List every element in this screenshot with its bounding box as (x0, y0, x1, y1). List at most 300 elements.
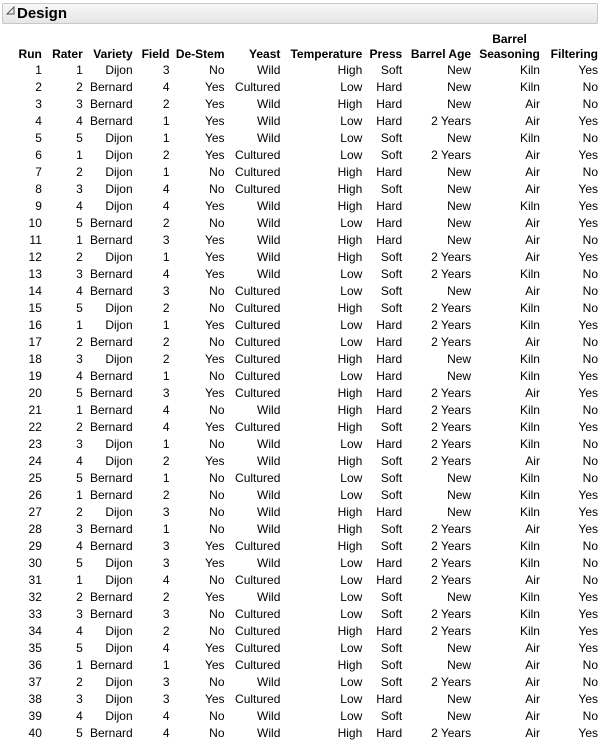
table-cell: Cultured (235, 420, 281, 434)
table-cell: Air (525, 216, 540, 230)
table-cell: Yes (204, 386, 225, 400)
table-cell: Dijon (105, 318, 133, 332)
table-row[interactable] (11, 317, 601, 334)
table-cell: Yes (204, 658, 225, 672)
table-cell: Air (525, 726, 540, 740)
table-cell: 2 (76, 675, 83, 689)
table-cell: 2 (76, 335, 83, 349)
table-cell: No (582, 80, 598, 94)
table-cell: 4 (76, 114, 83, 128)
table-cell: Air (525, 709, 540, 723)
table-cell: Low (340, 318, 363, 332)
table-cell: Wild (257, 726, 281, 740)
table-cell: Wild (257, 488, 281, 502)
table-cell: Bernard (89, 488, 133, 502)
table-cell: No (582, 284, 598, 298)
table-cell: Cultured (235, 335, 281, 349)
table-row[interactable] (11, 504, 601, 521)
table-cell: No (209, 369, 225, 383)
table-cell: No (209, 471, 225, 485)
table-cell: 4 (76, 539, 83, 553)
table-cell: Dijon (105, 250, 133, 264)
table-cell: Yes (578, 726, 598, 740)
table-row[interactable] (11, 487, 601, 504)
table-row[interactable] (11, 300, 601, 317)
table-cell: No (209, 301, 225, 315)
table-cell: 4 (76, 454, 83, 468)
table-cell: Kiln (519, 369, 540, 383)
table-cell: 2 (162, 97, 170, 111)
table-cell: New (447, 352, 472, 366)
table-cell: 2 (162, 454, 170, 468)
table-cell: 36 (28, 658, 42, 672)
table-row[interactable] (11, 623, 601, 640)
table-cell: 4 (162, 709, 170, 723)
table-row[interactable] (11, 113, 601, 130)
table-cell: Low (340, 641, 363, 655)
table-cell: 9 (35, 199, 42, 213)
table-cell: 4 (162, 80, 170, 94)
table-cell: Dijon (105, 641, 133, 655)
table-cell: New (447, 216, 472, 230)
table-cell: Dijon (105, 352, 133, 366)
table-cell: Yes (204, 250, 225, 264)
table-cell: Yes (578, 488, 598, 502)
table-cell: 1 (76, 233, 83, 247)
table-cell: 2 (162, 301, 170, 315)
table-cell: Bernard (89, 386, 133, 400)
table-cell: Low (340, 607, 363, 621)
table-cell: 2 Years (431, 726, 472, 740)
table-cell: 4 (76, 369, 83, 383)
table-cell: No (582, 573, 598, 587)
table-cell: Wild (257, 590, 281, 604)
table-cell: 1 (162, 522, 170, 536)
table-cell: Yes (204, 148, 225, 162)
table-cell: Bernard (89, 284, 133, 298)
table-cell: Soft (380, 488, 403, 502)
table-cell: Air (525, 692, 540, 706)
table-row[interactable] (11, 181, 601, 198)
table-cell: Cultured (235, 386, 281, 400)
table-cell: 3 (76, 97, 83, 111)
table-cell: New (447, 709, 472, 723)
table-cell: Yes (204, 318, 225, 332)
table-cell: No (582, 437, 598, 451)
table-cell: 1 (76, 403, 83, 417)
table-row[interactable] (11, 385, 601, 402)
table-cell: Kiln (519, 607, 540, 621)
table-row[interactable] (11, 334, 601, 351)
table-cell: Air (525, 97, 540, 111)
table-cell: Low (340, 675, 363, 689)
table-cell: Soft (380, 675, 403, 689)
table-row[interactable] (11, 79, 601, 96)
table-cell: Wild (257, 675, 281, 689)
table-cell: Dijon (105, 454, 133, 468)
table-cell: 2 (162, 148, 170, 162)
table-row[interactable] (11, 62, 601, 79)
table-row[interactable] (11, 725, 601, 742)
table-cell: New (447, 80, 472, 94)
table-cell: No (209, 522, 225, 536)
table-row[interactable] (11, 249, 601, 266)
table-cell: 4 (76, 624, 83, 638)
table-cell: 18 (28, 352, 42, 366)
table-cell: Yes (578, 318, 598, 332)
table-cell: New (447, 590, 472, 604)
table-row[interactable] (11, 436, 601, 453)
table-row[interactable] (11, 538, 601, 555)
table-row[interactable] (11, 266, 601, 283)
table-cell: Air (525, 182, 540, 196)
table-cell: No (582, 335, 598, 349)
table-cell: New (447, 97, 472, 111)
table-cell: Kiln (519, 624, 540, 638)
table-row[interactable] (11, 147, 601, 164)
table-cell: Wild (257, 97, 281, 111)
table-cell: Dijon (105, 437, 133, 451)
table-cell: 2 (162, 488, 170, 502)
table-cell: 27 (28, 505, 42, 519)
table-cell: Hard (376, 386, 403, 400)
table-cell: 4 (162, 199, 170, 213)
table-cell: Soft (380, 607, 403, 621)
table-row[interactable] (11, 351, 601, 368)
table-cell: No (209, 403, 225, 417)
table-cell: Hard (376, 505, 403, 519)
column-header[interactable]: Barrel Age (410, 47, 472, 61)
table-cell: Air (525, 522, 540, 536)
table-cell: Dijon (105, 573, 133, 587)
table-row[interactable] (11, 232, 601, 249)
table-row[interactable] (11, 674, 601, 691)
table-cell: New (447, 63, 472, 77)
table-cell: Bernard (89, 216, 133, 230)
table-cell: 5 (76, 386, 83, 400)
table-cell: High (337, 165, 363, 179)
table-cell: 6 (35, 148, 42, 162)
table-row[interactable] (11, 96, 601, 113)
table-cell: Low (340, 148, 363, 162)
table-cell: Yes (204, 590, 225, 604)
table-cell: 4 (76, 284, 83, 298)
table-cell: Air (525, 250, 540, 264)
table-cell: Soft (380, 522, 403, 536)
table-cell: 21 (28, 403, 42, 417)
table-cell: Kiln (519, 267, 540, 281)
table-cell: Wild (257, 267, 281, 281)
table-row[interactable] (11, 708, 601, 725)
table-cell: 2 Years (431, 522, 472, 536)
table-row[interactable] (11, 640, 601, 657)
table-cell: 4 (162, 403, 170, 417)
table-cell: Kiln (519, 199, 540, 213)
table-cell: Hard (376, 624, 403, 638)
table-row[interactable] (11, 572, 601, 589)
table-cell: Yes (204, 267, 225, 281)
table-cell: Bernard (89, 658, 133, 672)
table-cell: Air (525, 165, 540, 179)
table-cell: 2 (35, 80, 42, 94)
table-cell: Cultured (235, 573, 281, 587)
table-cell: No (209, 182, 225, 196)
table-cell: 1 (35, 63, 42, 77)
table-cell: 30 (28, 556, 42, 570)
table-cell: Yes (204, 692, 225, 706)
table-row[interactable] (11, 555, 601, 572)
table-cell: High (337, 233, 363, 247)
table-cell: Low (340, 692, 363, 706)
column-header[interactable]: Filtering (550, 47, 598, 61)
table-cell: 3 (162, 233, 170, 247)
table-row[interactable] (11, 657, 601, 674)
table-cell: 5 (76, 726, 83, 740)
table-cell: High (337, 454, 363, 468)
table-cell: Hard (376, 114, 403, 128)
column-header[interactable]: Barrel Seasoning (479, 32, 540, 61)
table-cell: 35 (28, 641, 42, 655)
table-cell: Low (340, 284, 363, 298)
table-cell: Cultured (235, 692, 281, 706)
table-cell: Yes (204, 97, 225, 111)
column-header[interactable]: Variety (93, 47, 133, 61)
table-cell: Low (340, 369, 363, 383)
table-cell: High (337, 63, 363, 77)
table-cell: Yes (204, 454, 225, 468)
table-cell: New (447, 488, 472, 502)
table-cell: 2 Years (431, 675, 472, 689)
table-cell: Kiln (519, 352, 540, 366)
table-row[interactable] (11, 283, 601, 300)
table-cell: 2 Years (431, 573, 472, 587)
table-cell: Low (340, 335, 363, 349)
table-cell: No (582, 675, 598, 689)
table-row[interactable] (11, 215, 601, 232)
table-cell: No (209, 607, 225, 621)
table-cell: Wild (257, 63, 281, 77)
table-cell: Wild (257, 505, 281, 519)
table-cell: Yes (578, 505, 598, 519)
table-cell: Yes (578, 369, 598, 383)
table-cell: Bernard (89, 539, 133, 553)
table-cell: 2 (162, 352, 170, 366)
table-cell: New (447, 692, 472, 706)
table-cell: High (337, 522, 363, 536)
table-cell: High (337, 386, 363, 400)
table-cell: 14 (28, 284, 42, 298)
table-cell: Yes (204, 420, 225, 434)
table-cell: Bernard (89, 335, 133, 349)
design-table (11, 29, 601, 742)
table-cell: No (209, 284, 225, 298)
table-cell: Yes (578, 522, 598, 536)
table-cell: Bernard (89, 114, 133, 128)
column-header[interactable]: Press (369, 47, 403, 61)
column-header[interactable]: Rater (52, 47, 83, 61)
table-cell: 2 (76, 80, 83, 94)
table-cell: New (447, 505, 472, 519)
table-cell: 10 (28, 216, 42, 230)
table-cell: New (447, 182, 472, 196)
table-cell: Hard (376, 352, 403, 366)
table-cell: New (447, 199, 472, 213)
table-cell: 2 (162, 335, 170, 349)
table-cell: Wild (257, 556, 281, 570)
table-header-row (11, 29, 601, 62)
table-cell: 1 (76, 573, 83, 587)
table-row[interactable] (11, 198, 601, 215)
table-cell: Kiln (519, 131, 540, 145)
disclosure-triangle-icon[interactable] (6, 6, 15, 15)
table-cell: Kiln (519, 539, 540, 553)
table-row[interactable] (11, 470, 601, 487)
table-cell: No (582, 233, 598, 247)
table-cell: Soft (380, 709, 403, 723)
column-header[interactable]: Field (141, 47, 170, 61)
table-cell: 29 (28, 539, 42, 553)
table-row[interactable] (11, 402, 601, 419)
table-cell: Soft (380, 658, 403, 672)
table-cell: Low (340, 437, 363, 451)
table-cell: 3 (76, 182, 83, 196)
table-cell: 2 (162, 624, 170, 638)
table-cell: High (337, 539, 363, 553)
table-cell: 15 (28, 301, 42, 315)
table-cell: 2 Years (431, 624, 472, 638)
table-cell: Soft (380, 454, 403, 468)
table-cell: Cultured (235, 301, 281, 315)
table-cell: Kiln (519, 488, 540, 502)
table-cell: 2 Years (431, 114, 472, 128)
table-cell: Low (340, 80, 363, 94)
outline-title: Design (17, 5, 68, 22)
table-cell: 13 (28, 267, 42, 281)
table-cell: Kiln (519, 471, 540, 485)
table-cell: Wild (257, 522, 281, 536)
table-row[interactable] (11, 606, 601, 623)
table-cell: Hard (376, 403, 403, 417)
table-cell: Cultured (235, 182, 281, 196)
table-cell: 1 (162, 318, 170, 332)
table-cell: No (209, 505, 225, 519)
table-cell: 16 (28, 318, 42, 332)
table-cell: High (337, 420, 363, 434)
table-cell: Kiln (519, 420, 540, 434)
column-header[interactable]: Temperature (290, 47, 363, 61)
table-cell: Soft (380, 539, 403, 553)
table-cell: New (447, 658, 472, 672)
table-row[interactable] (11, 419, 601, 436)
table-cell: 40 (28, 726, 42, 740)
table-cell: 3 (162, 386, 170, 400)
table-cell: Hard (376, 556, 403, 570)
table-cell: Bernard (89, 369, 133, 383)
table-cell: Hard (376, 233, 403, 247)
table-cell: 4 (162, 726, 170, 740)
table-cell: 1 (162, 165, 170, 179)
table-cell: Soft (380, 148, 403, 162)
table-cell: Cultured (235, 624, 281, 638)
table-cell: Dijon (105, 148, 133, 162)
table-cell: Air (525, 284, 540, 298)
table-cell: Bernard (89, 726, 133, 740)
table-cell: Wild (257, 709, 281, 723)
table-cell: 1 (76, 488, 83, 502)
table-cell: 2 Years (431, 403, 472, 417)
table-cell: Hard (376, 216, 403, 230)
table-cell: Dijon (105, 63, 133, 77)
table-row[interactable] (11, 453, 601, 470)
table-cell: 25 (28, 471, 42, 485)
table-cell: 22 (28, 420, 42, 434)
table-cell: 2 Years (431, 250, 472, 264)
table-cell: Low (340, 590, 363, 604)
table-cell: 3 (76, 267, 83, 281)
table-cell: Dijon (105, 556, 133, 570)
table-cell: Air (525, 148, 540, 162)
table-cell: Wild (257, 437, 281, 451)
table-cell: 3 (162, 675, 170, 689)
table-cell: Yes (204, 80, 225, 94)
column-header[interactable]: Yeast (249, 47, 281, 61)
table-cell: Wild (257, 199, 281, 213)
table-cell: 4 (162, 267, 170, 281)
table-row[interactable] (11, 130, 601, 147)
table-cell: No (209, 216, 225, 230)
table-cell: High (337, 301, 363, 315)
table-cell: 28 (28, 522, 42, 536)
table-cell: Yes (578, 199, 598, 213)
table-cell: Kiln (519, 437, 540, 451)
table-cell: Wild (257, 216, 281, 230)
table-cell: Yes (578, 63, 598, 77)
table-cell: Air (525, 641, 540, 655)
table-row[interactable] (11, 164, 601, 181)
table-cell: Wild (257, 454, 281, 468)
table-cell: Yes (204, 199, 225, 213)
table-cell: High (337, 250, 363, 264)
table-cell: Bernard (89, 471, 133, 485)
table-cell: No (209, 165, 225, 179)
table-cell: High (337, 199, 363, 213)
table-cell: 2 Years (431, 454, 472, 468)
table-cell: Hard (376, 726, 403, 740)
table-cell: No (582, 454, 598, 468)
table-cell: High (337, 182, 363, 196)
table-cell: Low (340, 556, 363, 570)
table-cell: 2 (76, 505, 83, 519)
column-header[interactable]: Run (18, 47, 42, 61)
table-row[interactable] (11, 521, 601, 538)
design-outline-header[interactable] (2, 3, 598, 24)
table-cell: Kiln (519, 63, 540, 77)
table-cell: Bernard (89, 403, 133, 417)
table-cell: No (582, 352, 598, 366)
table-cell: No (209, 488, 225, 502)
table-row[interactable] (11, 589, 601, 606)
table-row[interactable] (11, 691, 601, 708)
column-header[interactable]: De-Stem (175, 47, 225, 61)
table-cell: Dijon (105, 301, 133, 315)
table-cell: Low (340, 267, 363, 281)
table-cell: Hard (376, 369, 403, 383)
table-cell: No (582, 709, 598, 723)
table-row[interactable] (11, 368, 601, 385)
table-cell: Hard (376, 573, 403, 587)
table-cell: 2 (76, 250, 83, 264)
table-cell: 5 (76, 301, 83, 315)
